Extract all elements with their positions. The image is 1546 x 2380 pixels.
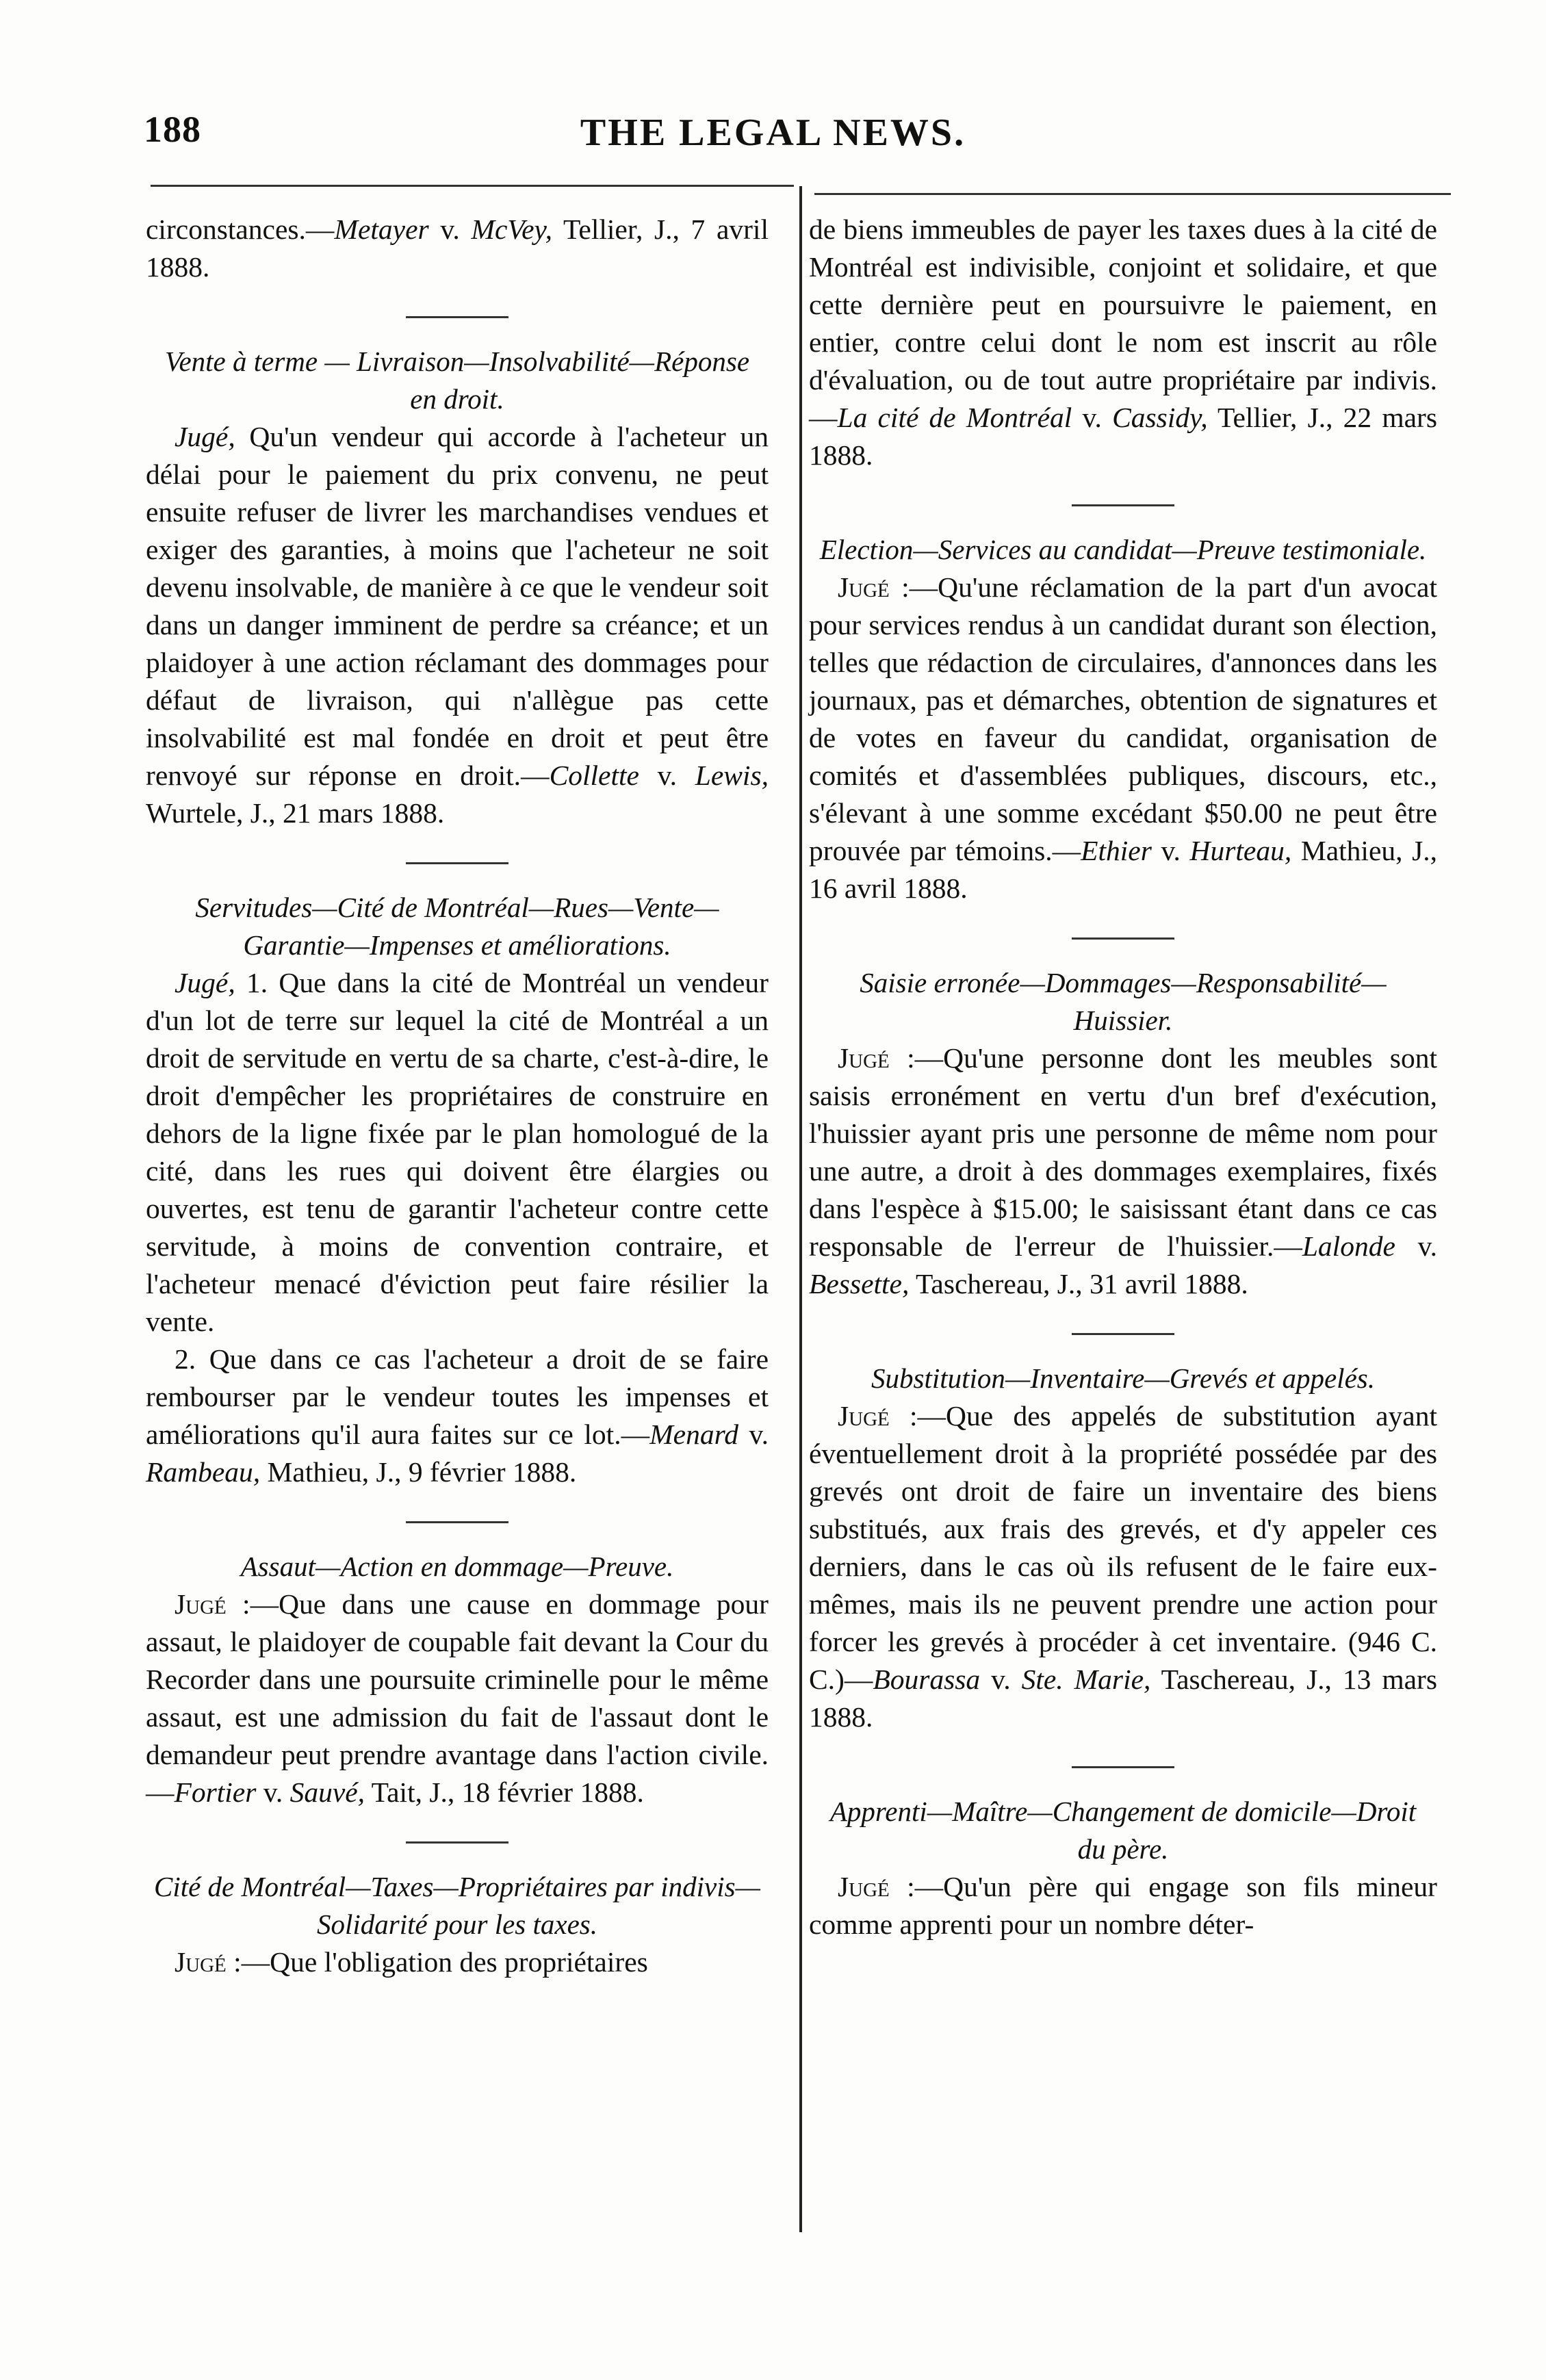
section-divider: [1072, 937, 1174, 940]
party-name: Lewis,: [695, 760, 769, 791]
page-header: [0, 0, 1546, 192]
paragraph: [809, 211, 1437, 474]
text: 2. Que dans ce cas l'acheteur a droit de se faire rembourser par le vendeur toutes les impenses et améliorations qu'il aura faites sur ce lot.—: [146, 1343, 769, 1450]
case-heading: Cité de Montréal—Taxes—Propriétaires par indivis—Solidarité pour les taxes.: [153, 1871, 761, 1940]
section-divider: [1072, 504, 1174, 506]
text: :—Que des appelés de substitution ayant éventuellement droit à la propriété possédée par des grevés ont droit de faire un inventaire des biens substitués, aux frais des grevés, et d'y appeler ces derniers, dans le cas où ils refusent de le faire eux-mêmes, mais ils ne peuvent prendre une action pour forcer les grevés à procéder à cet inventaire. (946 C. C.)—: [809, 1400, 1437, 1695]
text: Mathieu, J., 9 février 1888.: [260, 1456, 577, 1488]
paragraph: [809, 569, 1437, 907]
text: :—Que dans une cause en dommage pour assaut, le plaidoyer de coupable fait devant la Cour du Recorder dans une poursuite criminelle pour le même assaut, est une admission du fait de l'assaut dont le demandeur peut prendre avantage dans l'action civile.—: [146, 1588, 769, 1808]
juge-label: Jugé: [175, 1946, 227, 1978]
party-name: Menard: [649, 1419, 738, 1450]
paragraph: [146, 418, 769, 832]
text: Taschereau, J., 13 mars 1888.: [809, 1664, 1437, 1733]
section-divider: [406, 1521, 508, 1523]
case-heading: Assaut—Action en dommage—Preuve.: [240, 1551, 674, 1582]
section-divider: [1072, 1333, 1174, 1335]
section-divider: [1072, 1766, 1174, 1768]
paragraph: [146, 964, 769, 1341]
text: v.: [1151, 835, 1190, 866]
left-column: [146, 211, 769, 1981]
paragraph: [146, 1943, 769, 1981]
text: v.: [1072, 402, 1113, 433]
column-divider: [799, 186, 802, 2232]
party-name: Lalonde: [1302, 1230, 1395, 1262]
text: :—Qu'une personne dont les meubles sont saisis erronément en vertu d'un bref d'exécution, l'huissier ayant pris une personne de même nom pour une autre, a droit à des dommages exemplaires, fixés dans l'espèce à $15.00; le saisissant étant dans ce cas responsable de l'erreur de l'huissier.—: [809, 1042, 1437, 1262]
case-heading: Vente à terme — Livraison—Insolvabilité—Réponse en droit.: [164, 346, 750, 415]
party-name: Sauvé,: [289, 1776, 365, 1808]
text: v.: [1395, 1230, 1437, 1262]
party-name: La cité de Montréal: [837, 402, 1072, 433]
page-number: 188: [144, 109, 201, 150]
text: Tellier, J., 22 mars 1888.: [809, 402, 1437, 471]
text: Qu'un vendeur qui accorde à l'acheteur un délai pour le paiement du prix convenu, ne peut ensuite refuser de livrer les marchandises vendues et exiger des garanties, à moins que l'acheteur ne soit devenu insolvable, de manière à ce que le vendeur soit dans un danger imminent de perdre sa créance; et un plaidoyer à une action réclamant des dommages pour défaut de livraison, qui n'allègue pas cette insolvabilité est mal fondée en droit et peut être renvoyé sur réponse en droit.—: [146, 421, 769, 791]
party-name: McVey,: [471, 214, 553, 245]
text: de biens immeubles de payer les taxes dues à la cité de Montréal est indivisible, conjoint et solidaire, et que cette dernière peut en poursuivre le paiement, en entier, contre celui dont le nom est inscrit au rôle d'évaluation, ou de tout autre propriétaire par indivis.—: [809, 214, 1437, 433]
party-name: Ste. Marie,: [1021, 1664, 1151, 1695]
text: Taschereau, J., 31 avril 1888.: [909, 1268, 1248, 1299]
case-heading: Election—Services au candidat—Preuve testimoniale.: [819, 534, 1427, 565]
text: Tait, J., 18 février 1888.: [365, 1776, 644, 1808]
party-name: Hurteau,: [1189, 835, 1292, 866]
juge-label: Jugé,: [175, 967, 235, 998]
juge-label: Jugé: [838, 571, 890, 603]
juge-label: Jugé: [838, 1871, 890, 1902]
juge-label: Jugé: [838, 1400, 890, 1432]
case-heading: Substitution—Inventaire—Grevés et appelés.: [871, 1362, 1375, 1394]
text: 1. Que dans la cité de Montréal un vendeur d'un lot de terre sur lequel la cité de Montréal a un droit de servitude en vertu de sa charte, c'est-à-dire, le droit d'empêcher les propriétaires de construire en dehors de la ligne fixée par le plan homologué de la cité, dans les rues qui doivent être élargies ou ouvertes, est tenu de garantir l'acheteur contre cette servitude, à moins de convention contraire, et l'acheteur menacé d'éviction peut faire résilier la vente.: [146, 967, 769, 1337]
text: Mathieu, J., 16 avril 1888.: [809, 835, 1437, 904]
party-name: Rambeau,: [146, 1456, 261, 1488]
juge-label: Jugé: [838, 1042, 890, 1074]
section-divider: [406, 1841, 508, 1844]
paragraph: [809, 1039, 1437, 1303]
header-rule: [814, 193, 1451, 195]
text: v.: [738, 1419, 769, 1450]
text: Tellier, J., 7 avril 1888.: [146, 214, 769, 283]
paragraph: [146, 1341, 769, 1491]
header-rule: [151, 185, 794, 187]
juge-label: Jugé,: [175, 421, 235, 452]
paragraph: [809, 1397, 1437, 1736]
party-name: Metayer: [334, 214, 429, 245]
section-divider: [406, 862, 508, 864]
text: Wurtele, J., 21 mars 1888.: [146, 797, 445, 829]
text: circonstances.—: [146, 214, 335, 245]
section-divider: [406, 316, 508, 318]
running-title: THE LEGAL NEWS.: [580, 112, 966, 154]
case-heading: Servitudes—Cité de Montréal—Rues—Vente—Garantie—Impenses et améliorations.: [195, 892, 719, 961]
party-name: Bourassa: [873, 1664, 981, 1695]
case-heading: Apprenti—Maître—Changement de domicile—Droit du père.: [829, 1796, 1417, 1865]
party-name: Cassidy,: [1112, 402, 1208, 433]
party-name: Collette: [549, 760, 639, 791]
paragraph: [146, 1586, 769, 1811]
text: v.: [428, 214, 472, 245]
paragraph: [146, 211, 769, 286]
party-name: Bessette,: [809, 1268, 910, 1299]
text: v.: [639, 760, 695, 791]
text: :—Qu'une réclamation de la part d'un avocat pour services rendus à un candidat durant son élection, telles que rédaction de circulaires, d'annonces dans les journaux, pas et démarches, obtention de signatures et de votes en faveur du candidat, organisation de comités et d'assemblées publiques, discours, etc., s'élevant à une somme excédant $50.00 ne peut être prouvée par témoins.—: [809, 571, 1437, 866]
paragraph: [809, 1868, 1437, 1943]
text: v.: [256, 1776, 290, 1808]
right-column: [809, 211, 1437, 1943]
juge-label: Jugé: [175, 1588, 227, 1620]
case-heading: Saisie erronée—Dommages—Responsabilité—Huissier.: [860, 967, 1387, 1036]
party-name: Fortier: [174, 1776, 257, 1808]
party-name: Ethier: [1081, 835, 1152, 866]
text: :—Que l'obligation des propriétaires: [226, 1946, 648, 1978]
text: v.: [980, 1664, 1022, 1695]
text: :—Qu'un père qui engage son fils mineur comme apprenti pour un nombre déter-: [809, 1871, 1437, 1940]
